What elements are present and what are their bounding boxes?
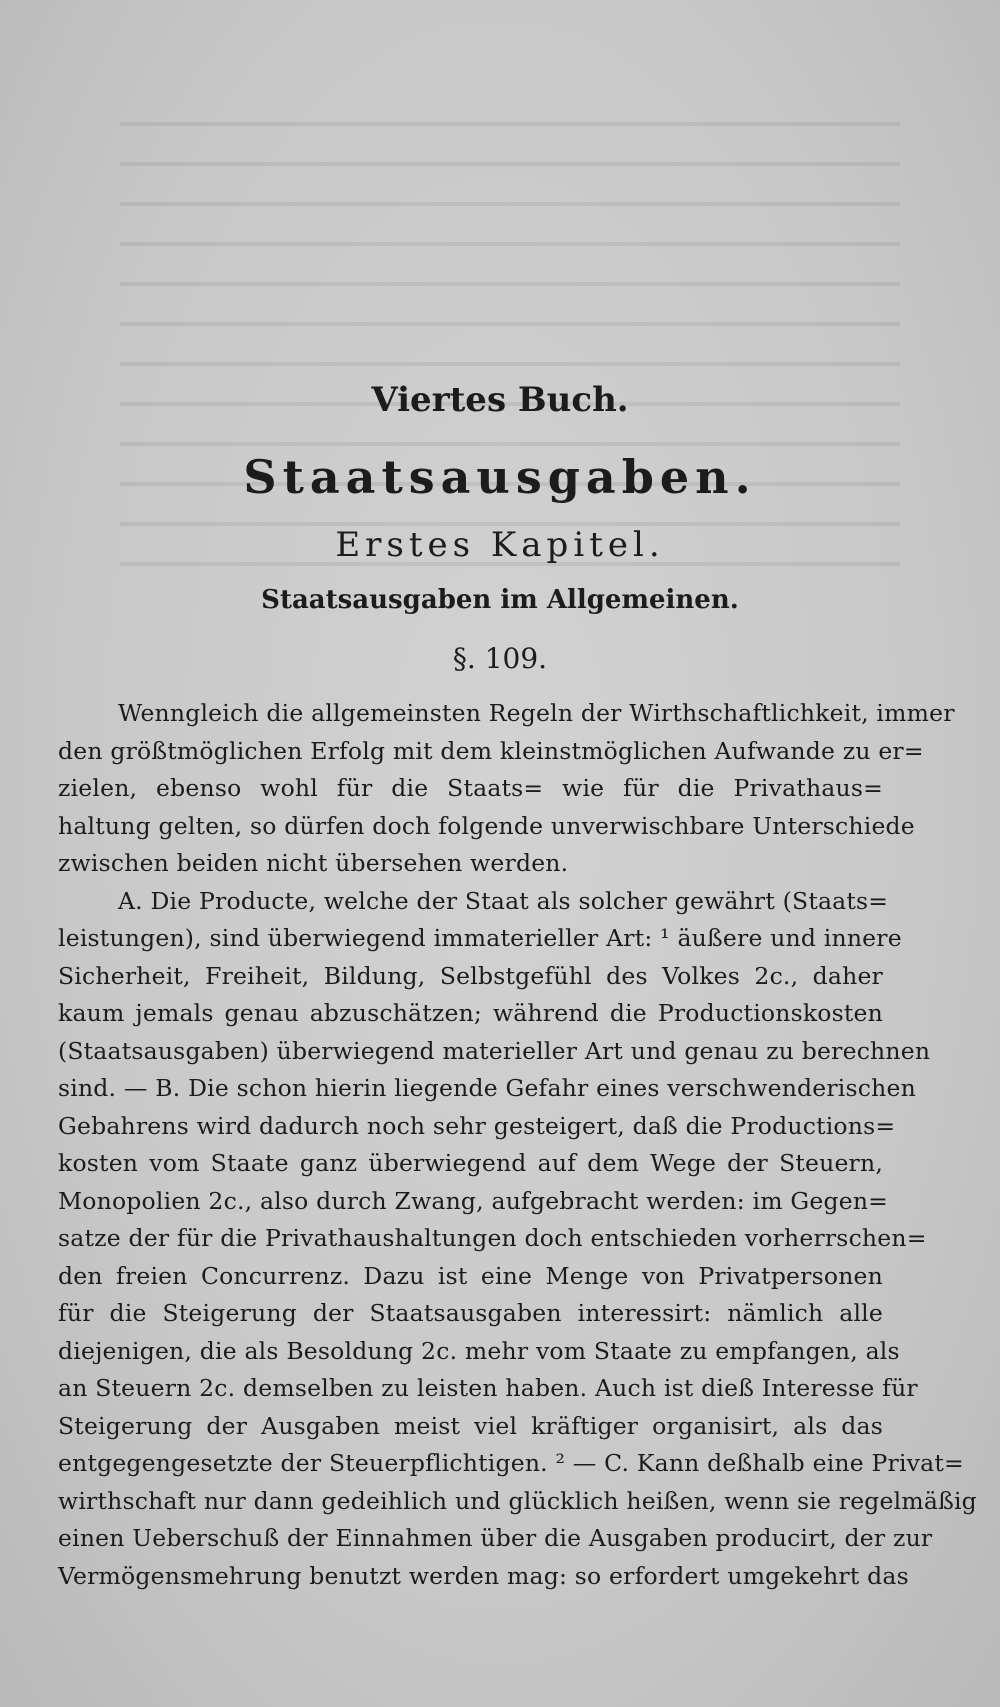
text-line: haltung gelten, so dürfen doch folgende unverwischbare Unterschiede	[58, 811, 915, 840]
chapter-title: Erstes Kapitel.	[335, 525, 665, 565]
text-line: entgegengesetzte der Steuerpflichtigen. ² — C. Kann deßhalb eine Privat=	[58, 1449, 964, 1477]
text-line: zwischen beiden nicht übersehen werden.	[58, 849, 569, 877]
text-line: einen Ueberschuß der Einnahmen über die Ausgaben producirt, der zur	[58, 1524, 933, 1552]
text-line: A. Die Producte, welche der Staat als solcher gewährt (Staats=	[118, 886, 889, 915]
text-line: wirthschaft nur dann gedeihlich und glücklich heißen, wenn sie regelmäßig	[58, 1486, 977, 1515]
text-line: diejenigen, die als Besoldung 2c. mehr vom Staate zu empfangen, als	[58, 1336, 900, 1365]
text-line: Monopolien 2c., also durch Zwang, aufgebracht werden: im Gegen=	[58, 1186, 889, 1215]
paragraph-number: §. 109.	[452, 642, 548, 675]
text-line: den freien Concurrenz. Dazu ist eine Menge von Privatpersonen	[58, 1261, 883, 1290]
show-through-texture	[120, 100, 900, 580]
text-line: satze der für die Privathaushaltungen doch entschieden vorherrschen=	[58, 1224, 927, 1252]
text-line: Vermögensmehrung benutzt werden mag: so erfordert umgekehrt das	[58, 1561, 909, 1590]
text-line: den größtmöglichen Erfolg mit dem kleinstmöglichen Aufwande zu er=	[58, 736, 924, 765]
section-subtitle: Staatsausgaben im Allgemeinen.	[261, 585, 739, 615]
text-line: leistungen), sind überwiegend immaterieller Art: ¹ äußere und innere	[58, 924, 902, 952]
text-line: Wenngleich die allgemeinsten Regeln der Wirthschaftlichkeit, immer	[118, 699, 955, 727]
text-line: an Steuern 2c. demselben zu leisten haben. Auch ist dieß Interesse für	[58, 1374, 918, 1402]
text-line: Steigerung der Ausgaben meist viel kräftiger organisirt, als das	[58, 1411, 883, 1440]
text-line: Sicherheit, Freiheit, Bildung, Selbstgefühl des Volkes 2c., daher	[58, 961, 883, 990]
text-line: für die Steigerung der Staatsausgaben interessirt: nämlich alle	[58, 1299, 883, 1327]
text-line: kaum jemals genau abzuschätzen; während die Productionskosten	[58, 999, 883, 1027]
part-title: Staatsausgaben.	[243, 450, 757, 504]
text-line: Gebahrens wird dadurch noch sehr gesteigert, daß die Productions=	[58, 1111, 896, 1140]
text-line: zielen, ebenso wohl für die Staats= wie für die Privathaus=	[58, 774, 883, 802]
book-title: Viertes Buch.	[371, 380, 629, 420]
body-text	[58, 695, 977, 1595]
text-line: kosten vom Staate ganz überwiegend auf dem Wege der Steuern,	[58, 1149, 883, 1177]
text-line: (Staatsausgaben) überwiegend materieller Art und genau zu berechnen	[58, 1036, 931, 1065]
text-line: sind. — B. Die schon hierin liegende Gefahr eines verschwenderischen	[58, 1074, 916, 1102]
